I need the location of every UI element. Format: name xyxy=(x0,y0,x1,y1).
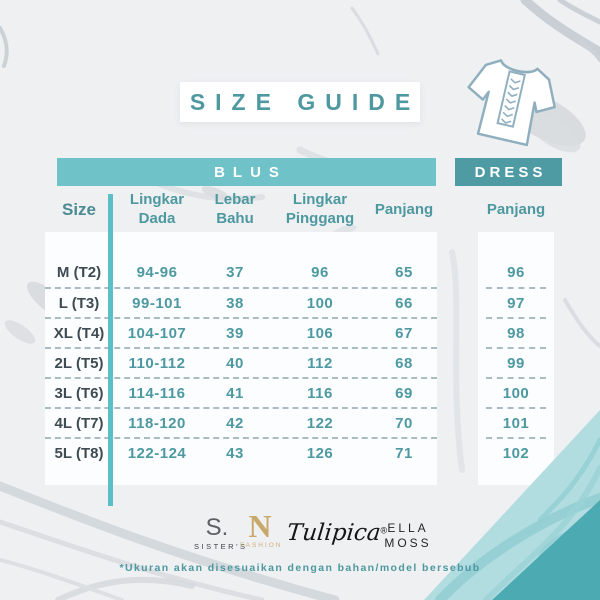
lebar-bahu-value: 40 xyxy=(226,354,244,372)
size-value: 2L (T5) xyxy=(54,354,104,372)
panjang-value: 66 xyxy=(395,294,413,312)
lebar-bahu-value: 42 xyxy=(226,414,244,432)
lebar-bahu-value: 38 xyxy=(226,294,244,312)
table-row xyxy=(45,377,437,407)
title-box xyxy=(180,82,420,122)
table-row xyxy=(45,287,437,317)
table-row xyxy=(45,317,437,347)
panjang-value: 70 xyxy=(395,414,413,432)
lingkar-pinggang-value: 106 xyxy=(306,324,334,342)
table-row xyxy=(45,407,437,437)
size-value: M (T2) xyxy=(56,263,102,281)
ella-line1: ELLA xyxy=(387,521,429,535)
lingkar-dada-value: 94-96 xyxy=(136,263,178,281)
dress-table-row xyxy=(486,287,546,317)
tulipica-wordmark: Tulipica xyxy=(285,520,382,546)
table-row xyxy=(45,257,437,287)
fashion-name: FASHION xyxy=(240,542,283,549)
column-header-lingkar-pinggang: Lingkar Pinggang xyxy=(285,191,355,227)
dress-panjang-value: 99 xyxy=(507,354,525,372)
ella-line2: MOSS xyxy=(384,536,432,550)
size-value: 3L (T6) xyxy=(54,384,104,402)
blus-table-rows xyxy=(45,257,437,467)
size-value: XL (T4) xyxy=(53,324,105,342)
lingkar-dada-value: 118-120 xyxy=(128,414,186,432)
table-row xyxy=(45,437,437,467)
panjang-value: 65 xyxy=(395,263,413,281)
dress-table-row xyxy=(486,317,546,347)
sisters-initial: S. xyxy=(205,514,229,541)
dress-panjang-value: 96 xyxy=(507,263,525,281)
dress-table-row xyxy=(486,437,546,467)
lingkar-dada-value: 114-116 xyxy=(128,384,186,402)
panjang-value: 71 xyxy=(395,444,413,462)
column-header-lebar-bahu: Lebar Bahu xyxy=(214,191,256,227)
panjang-value: 68 xyxy=(395,354,413,372)
panjang-value: 67 xyxy=(395,324,413,342)
lingkar-pinggang-value: 116 xyxy=(307,384,333,402)
dress-panjang-value: 98 xyxy=(507,324,525,342)
dress-table-row xyxy=(486,377,546,407)
panjang-value: 69 xyxy=(395,384,413,402)
lingkar-dada-value: 122-124 xyxy=(127,444,187,462)
page-title: SIZE GUIDE xyxy=(189,88,421,115)
fashion-monogram: N xyxy=(248,508,272,544)
lingkar-pinggang-value: 126 xyxy=(306,444,334,462)
sisters-name: SISTER'S xyxy=(194,542,248,551)
column-header-size: Size xyxy=(61,199,97,219)
column-header-lingkar-dada: Lingkar Dada xyxy=(129,191,185,227)
blus-section-header: BLUS xyxy=(57,158,436,186)
footnote: *Ukuran akan disesuaikan dengan bahan/model bersebub xyxy=(119,562,481,574)
dress-panjang-value: 97 xyxy=(507,294,525,312)
blouse-icon xyxy=(452,46,570,154)
lingkar-dada-value: 110-112 xyxy=(128,354,186,372)
lingkar-pinggang-value: 96 xyxy=(311,263,329,281)
lebar-bahu-value: 43 xyxy=(226,444,244,462)
dress-section-header: DRESS xyxy=(455,158,562,186)
dress-panjang-value: 101 xyxy=(502,414,530,432)
lingkar-dada-value: 99-101 xyxy=(132,294,182,312)
lingkar-pinggang-value: 100 xyxy=(306,294,334,312)
dress-table-row xyxy=(486,407,546,437)
size-value: L (T3) xyxy=(58,294,100,312)
brand-tulipica-logo xyxy=(284,520,390,546)
dress-panjang-value: 102 xyxy=(502,444,530,462)
dress-table-row xyxy=(486,257,546,287)
size-value: 5L (T8) xyxy=(54,444,104,462)
lingkar-pinggang-value: 112 xyxy=(307,354,333,372)
brand-sisters-logo xyxy=(194,514,248,551)
registered-trademark-icon: ® xyxy=(380,525,388,536)
lebar-bahu-value: 39 xyxy=(226,324,244,342)
dress-table-rows xyxy=(478,257,554,467)
column-header-panjang: Panjang xyxy=(374,200,434,218)
lebar-bahu-value: 37 xyxy=(226,263,244,281)
table-row xyxy=(45,347,437,377)
dress-table-row xyxy=(486,347,546,377)
lingkar-pinggang-value: 122 xyxy=(306,414,334,432)
lebar-bahu-value: 41 xyxy=(226,384,244,402)
lingkar-dada-value: 104-107 xyxy=(127,324,187,342)
brand-fashion-logo xyxy=(240,508,283,549)
size-value: 4L (T7) xyxy=(54,414,104,432)
size-column-divider xyxy=(108,194,113,506)
column-header-dress-panjang: Panjang xyxy=(486,200,546,218)
dress-panjang-value: 100 xyxy=(502,384,530,402)
brand-ella-moss-logo xyxy=(384,521,432,551)
